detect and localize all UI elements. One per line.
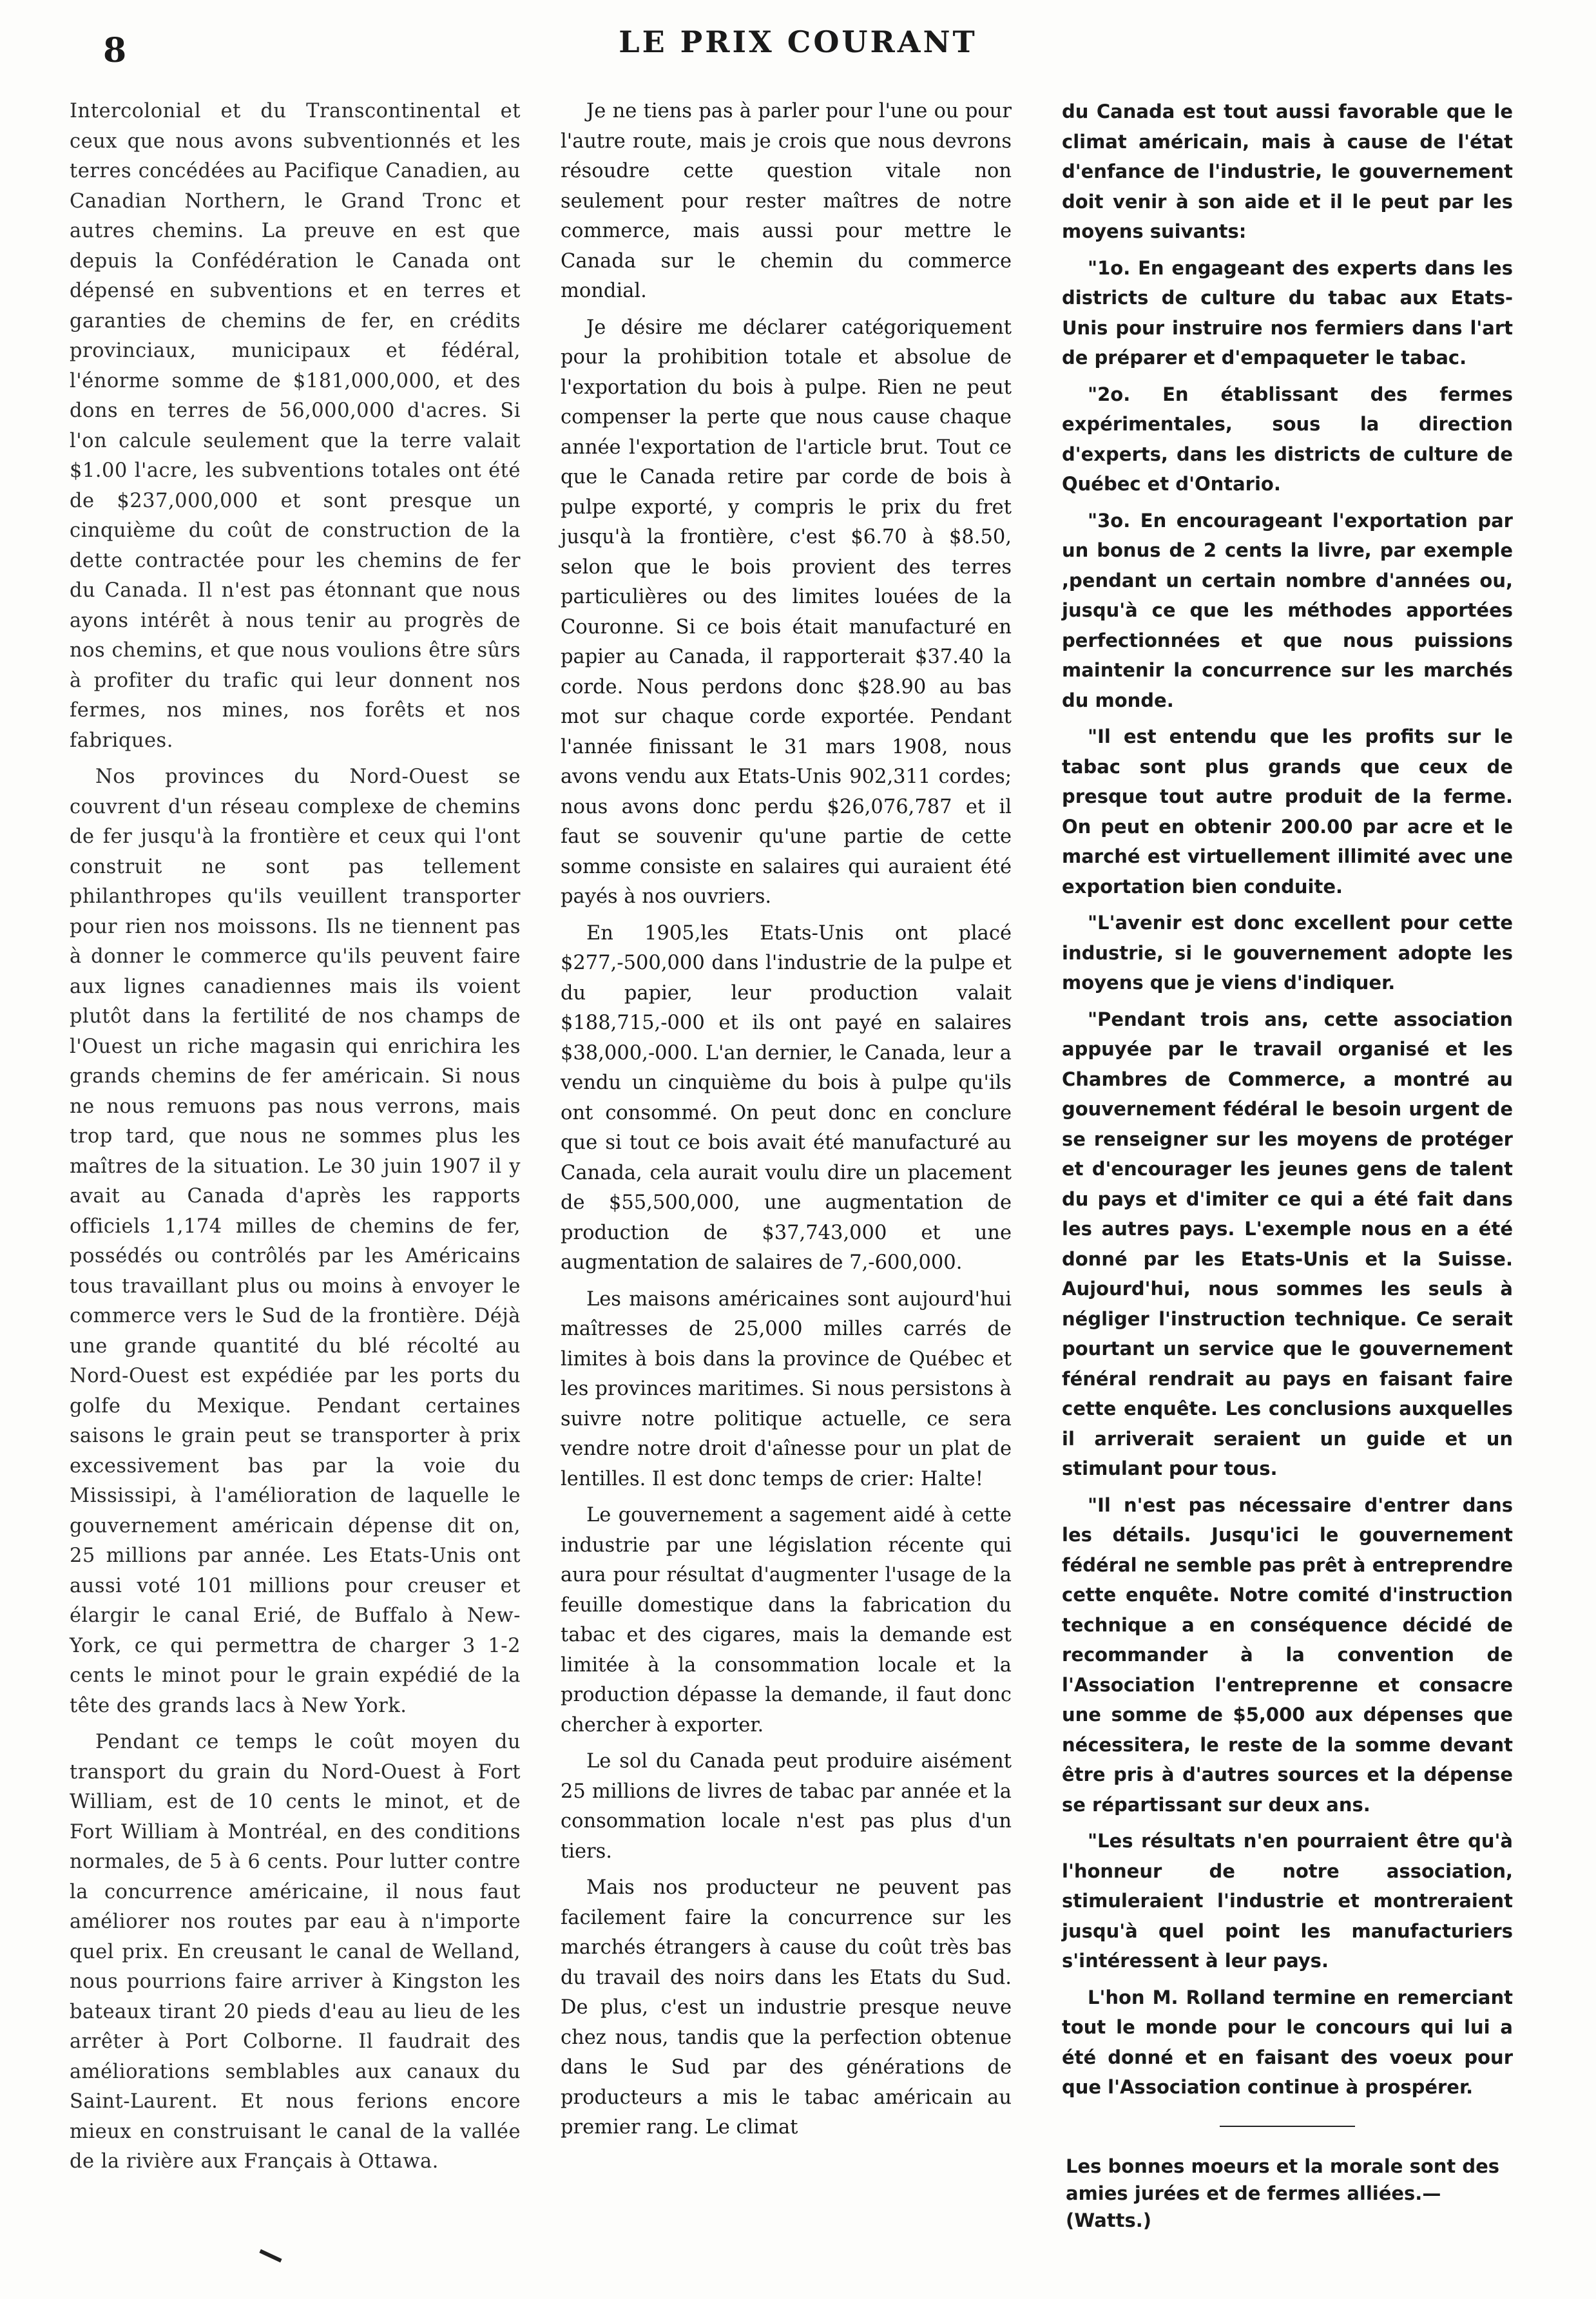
paragraph: Pendant ce temps le coût moyen du transport du grain du Nord-Ouest à Fort William, est de 10 cents le minot, et de Fort William à Montréal, en des conditions normales, de 5 à 6 cents. Pour lutter contre la concurrence américaine, il nous faut améliorer nos routes par eau à n'importe quel prix. En creusant le canal de Welland, nous pourrions faire arriver à Kingston les bateaux tirant 20 pieds d'eau au lieu de les arrêter à Port Colborne. Il faudrait des améliorations semblables aux canaux du Saint-Laurent. Et nous ferions encore mieux en construisant le canal de la vallée de la rivière aux Français à Ottawa. (70, 1731, 521, 2173)
paragraph: "Les résultats n'en pourraient être qu'à l'honneur de notre association, stimuleraient l'industrie et montreraient jusqu'à quel point les manufacturiers s'intéressent à leur pays. (1062, 1830, 1513, 1972)
print-mark (259, 2249, 282, 2263)
paragraph: Le gouvernement a sagement aidé à cette industrie par une législation récente qui aura pour résultat d'augmenter l'usage de la feuille domestique dans la fabrication du tabac et des cigares, mais la demande est limitée à la consommation locale et la production dépasse la demande, il faut donc chercher à exporter. (561, 1504, 1012, 1736)
page-number: 8 (103, 31, 127, 70)
paragraph: "L'avenir est donc excellent pour cette industrie, si le gouvernement adopte les moyens que je viens d'indiquer. (1062, 912, 1513, 994)
closing-quote: Les bonnes moeurs et la morale sont des amies jurées et de fermes alliées.— (Watts.) (1066, 2155, 1500, 2231)
paragraph: En 1905,les Etats-Unis ont placé $277,-500,000 dans l'industrie de la pulpe et du papier, leur production valait $188,715,-000 et ils ont payé en salaires $38,000,-000. L'an dernier, le Canada, leur a vendu un cinquième du bois à pulpe qu'ils ont consommé. On peut donc en conclure que si tout ce bois avait été manufacturé au Canada, cela aurait voulu dire un placement de $55,500,000, une augmentation de production de $37,743,000 et une augmentation de salaires de 7,-600,000. (561, 921, 1012, 1274)
paragraph: Les maisons américaines sont aujourd'hui maîtresses de 25,000 milles carrés de limites à bois dans la province de Québec et les provinces maritimes. Si nous persistons à suivre notre politique actuelle, ce sera vendre notre droit d'aînesse pour un plat de lentilles. Il est donc temps de crier: Halte! (561, 1287, 1012, 1490)
paragraph: Intercolonial et du Transcontinental et ceux que nous avons subventionnés et les terres concédées au Pacifique Canadien, au Canadian Northern, le Grand Tronc et autres chemins. La preuve en est que depuis la Confédération le Canada ont dépensé en subventions et en terres et garanties de chemins de fer, en crédits provinciaux, municipaux et fédéral, l'énorme somme de $181,000,000, et des dons en terres de 56,000,000 d'acres. Si l'on calcule seulement que la terre valait $1.00 l'acre, les subventions totales ont été de $237,000,000 et sont presque un cinquième du coût de construction de la dette contractée pour les chemins de fer du Canada. Il n'est pas étonnant que nous ayons intérêt à nous tenir au progrès de nos chemins, et que nous voulions être sûrs à profiter du trafic qui leur donnent nos fermes, nos mines, nos forêts et nos fabriques. (70, 100, 521, 752)
paragraph: L'hon M. Rolland termine en remerciant tout le monde pour le concours qui lui a été donné et en faisant des voeux pour que l'Association continue à prospérer. (1062, 1986, 1513, 2098)
column-1 (70, 97, 521, 2184)
paragraph: Nos provinces du Nord-Ouest se couvrent d'un réseau complexe de chemins de fer jusqu'à la frontière et ceux qui l'ont construit ne sont pas tellement philanthropes qu'ils veuillent transporter pour rien nos moissons. Ils ne tiennent pas à donner le commerce qu'ils peuvent faire aux lignes canadiennes mais ils voient plutôt dans la fertilité de nos champs de l'Ouest un riche magasin qui enrichira les grands chemins de fer américain. Si nous ne nous remuons pas nous verrons, mais trop tard, que nous ne sommes plus les maîtres de la situation. Le 30 juin 1907 il y avait au Canada d'après les rapports officiels 1,174 milles de chemins de fer, possédés ou contrôlés par les Américains tous travaillant plus ou moins à envoyer le commerce vers le Sud de la frontière. Déjà une grande quantité du blé récolté au Nord-Ouest est expédiée par les ports du golfe du Mexique. Pendant certaines saisons le grain peut se transporter à prix excessivement bas par la voie du Mississipi, à l'amélioration de laquelle le gouvernement américain dépense dit on, 25 millions par année. Les Etats-Unis ont aussi voté 101 millions pour creuser et élargir le canal Erié, de Buffalo à New-York, ce qui permettra de charger 3 1-2 cents le minot pour le grain expédié de la tête des grands lacs à New York. (70, 765, 521, 1717)
paragraph: "Il n'est pas nécessaire d'entrer dans les détails. Jusqu'ici le gouvernement fédéral ne semble pas prêt à entreprendre cette enquête. Notre comité d'instruction technique a en conséquence décidé de recommander à la convention de l'Association l'entreprenne et consacre une somme de $5,000 aux dépenses que nécessitera, le reste de la somme devant être pris à d'autres sources et la dépense se répartissant sur deux ans. (1062, 1494, 1513, 1816)
paragraph: Je désire me déclarer catégoriquement pour la prohibition totale et absolue de l'exportation du bois à pulpe. Rien ne peut compenser la perte que nous cause chaque année l'exportation de l'article brut. Tout ce que le Canada retire par corde de bois à pulpe exporté, y compris le prix du fret jusqu'à la frontière, c'est $6.70 à $8.50, selon que le bois provient des terres particulières ou des limites louées de la Couronne. Si ce bois était manufacturé en papier au Canada, il rapporterait $37.40 la corde. Nous perdons donc $28.90 au bas mot sur chaque corde exportée. Pendant l'année finissant le 31 mars 1908, nous avons vendu aux Etats-Unis 902,311 cordes; nous avons donc perdu $26,076,787 et il faut se souvenir qu'une partie de cette somme consiste en salaires qui auraient été payés à nos ouvriers. (561, 316, 1012, 908)
paragraph: "Il est entendu que les profits sur le tabac sont plus grands que ceux de presque tout autre produit de la ferme. On peut en obtenir 200.00 par acre et le marché est virtuellement illimité avec une exportation bien conduite. (1062, 726, 1513, 898)
divider-rule (1220, 2126, 1355, 2127)
paragraph: Mais nos producteur ne peuvent pas facilement faire la concurrence sur les marchés étrangers à cause du coût très bas du travail des noirs dans les Etats du Sud. De plus, c'est un industrie presque neuve chez nous, tandis que la perfection obtenue dans le Sud par des générations de producteurs a mis le tabac américain au premier rang. Le climat (561, 1876, 1012, 2139)
paragraph: Le sol du Canada peut produire aisément 25 millions de livres de tabac par année et la consommation locale n'est pas plus d'un tiers. (561, 1750, 1012, 1863)
paragraph: "2o. En établissant des fermes expérimentales, sous la direction d'experts, dans les districts de culture de Québec et d'Ontario. (1062, 383, 1513, 495)
paragraph: "1o. En engageant des experts dans les districts de culture du tabac aux Etats-Unis pour instruire nos fermiers dans l'art de préparer et d'empaqueter le tabac. (1062, 256, 1513, 369)
running-head: LE PRIX COURANT (619, 24, 977, 59)
paragraph: du Canada est tout aussi favorable que le climat américain, mais à cause de l'état d'enfance de l'industrie, le gouvernement doit venir à son aide et il le peut par les moyens suivants: (1062, 101, 1513, 242)
paragraph: "Pendant trois ans, cette association appuyée par le travail organisé et les Chambres de Commerce, a montré au gouvernement fédéral le besoin urgent de se renseigner sur les moyens de protéger et d'encourager les jeunes gens de talent du pays et d'imiter ce qui a été fait dans les autres pays. L'exemple nous en a été donné par les Etats-Unis et la Suisse. Aujourd'hui, nous sommes les seuls à négliger l'instruction technique. Ce serait pourtant un service que le gouvernement fénéral rendrait au pays en faisant faire cette enquête. Les conclusions auxquelles il arriverait seraient un guide et un stimulant pour tous. (1062, 1008, 1513, 1479)
column-3 (1062, 97, 1513, 2234)
paragraph: "3o. En encourageant l'exportation par un bonus de 2 cents la livre, par exemple ,pendant un certain nombre d'années ou, jusqu'à ce que les méthodes apportées perfectionnées et que nous puissions maintenir la concurrence sur les marchés du monde. (1062, 509, 1513, 711)
column-2 (561, 97, 1012, 2150)
paragraph: Je ne tiens pas à parler pour l'une ou pour l'autre route, mais je crois que nous devrons résoudre cette question vitale non seulement pour rester maîtres de notre commerce, mais aussi pour mettre le Canada sur le chemin du commerce mondial. (561, 100, 1012, 302)
